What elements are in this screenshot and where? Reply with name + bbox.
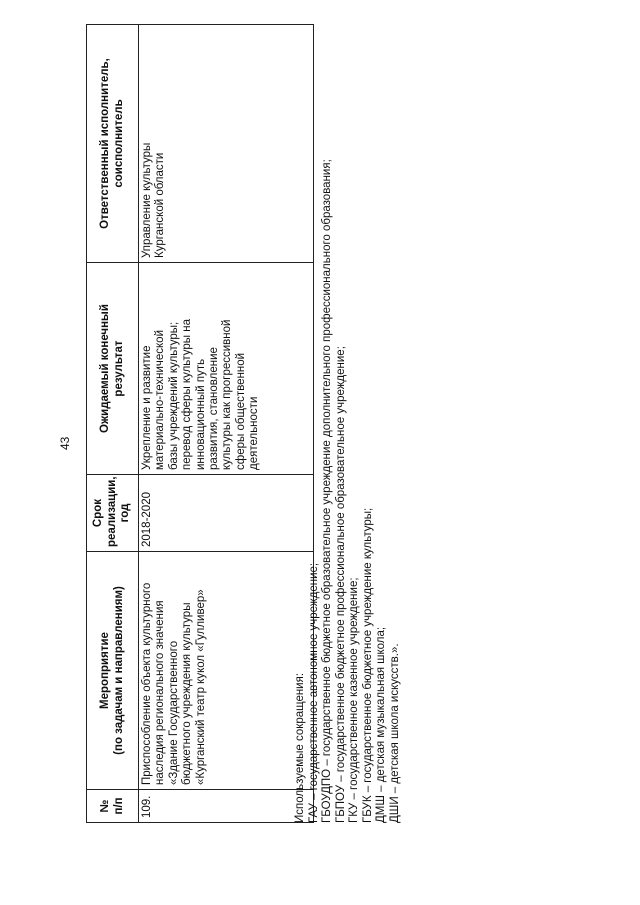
header-num: № п/п (87, 790, 139, 823)
cell-term: 2018-2020 (139, 475, 314, 552)
events-table (86, 24, 314, 823)
header-event: Мероприятие (по задачам и направлениям) (87, 552, 139, 790)
abbreviation-item: ДШИ – детская школа искусств.». (388, 643, 401, 823)
abbreviations-title: Используемые сокращения: (294, 672, 306, 823)
cell-executor: Управление культуры Курганской области (139, 25, 314, 263)
abbreviations-block (294, 159, 402, 823)
abbreviation-item: ГБПОУ – государственное бюджетное профессиональное образовательное учреждение; (334, 346, 347, 823)
cell-num: 109. (139, 790, 314, 823)
abbreviation-item: ДМШ – детская музыкальная школа; (375, 626, 387, 823)
abbreviation-item: ГБУК – государственное бюджетное учреждение культуры; (361, 507, 374, 823)
cell-result: Укрепление и развитие материально-технической базы учреждений культуры; перевод сферы культуры на инновационный путь развития, становление культуры как прогрессивной сферы общественной деятельности (139, 263, 314, 475)
header-term: Срок реализации, год (87, 475, 139, 552)
header-result: Ожидаемый конечный результат (87, 263, 139, 475)
abbreviation-item: ГБОУДПО – государственное бюджетное образовательное учреждение дополнительного профессионального образования; (321, 159, 333, 823)
abbreviation-item: ГАУ – государственное автономное учреждение; (307, 562, 320, 823)
header-executor: Ответственный исполнитель, соисполнитель (87, 25, 139, 263)
page-number: 43 (58, 436, 72, 450)
table-row (139, 25, 314, 823)
abbreviation-item: ГКУ – государственное казенное учреждение; (348, 577, 360, 823)
table-header-row (87, 25, 139, 823)
cell-event: Приспособление объекта культурного наследия регионального значения «Здание Государственного бюджетного учреждения культуры «Курганский театр кукол «Гулливер» (139, 552, 314, 790)
